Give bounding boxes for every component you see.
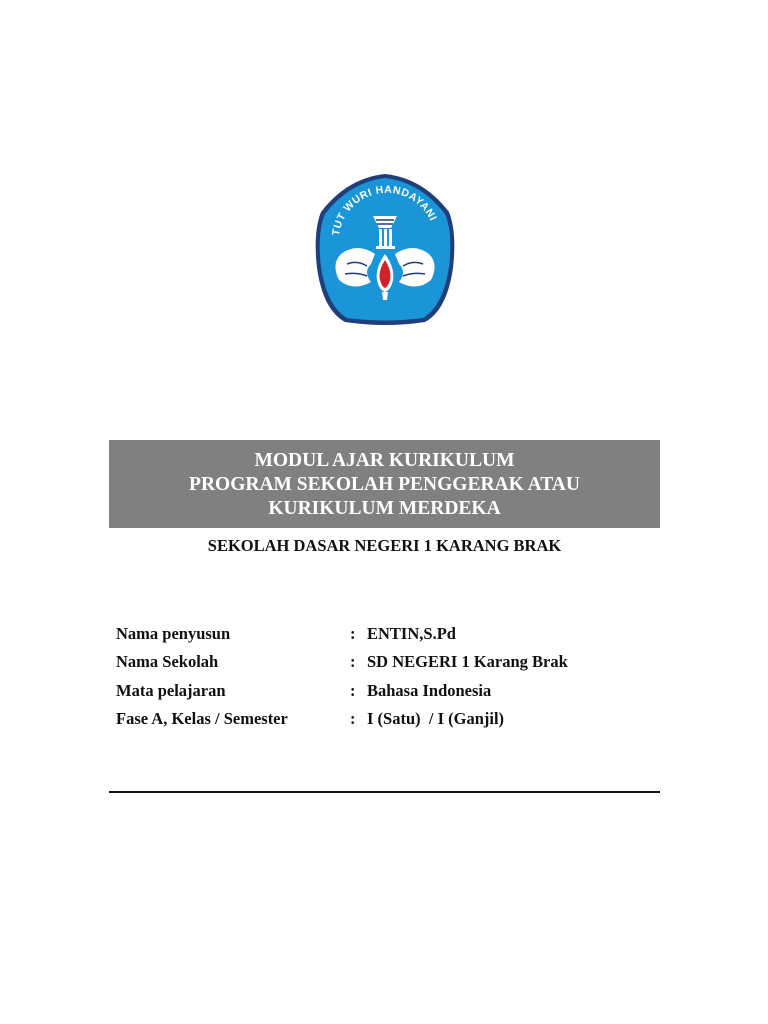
title-line-3: KURIKULUM MERDEKA [268, 498, 501, 519]
info-value: I (Satu) / I (Ganjil) [367, 709, 505, 729]
info-label: Fase A, Kelas / Semester [116, 709, 288, 729]
title-line-2: PROGRAM SEKOLAH PENGGERAK ATAU [189, 474, 580, 495]
info-value: SD NEGERI 1 Karang Brak [367, 652, 568, 672]
info-value: ENTIN,S.Pd [367, 624, 456, 644]
school-name: SEKOLAH DASAR NEGERI 1 KARANG BRAK [207, 536, 562, 555]
info-row-subject [116, 677, 636, 705]
info-table [116, 620, 636, 733]
info-label: Mata pelajaran [116, 680, 226, 700]
info-colon: : [350, 652, 356, 672]
info-label: Nama Sekolah [116, 652, 219, 672]
info-value: Bahasa Indonesia [367, 680, 492, 700]
info-colon: : [350, 709, 356, 729]
logo-motto-text: TUT WURI HANDAYANI [330, 183, 439, 237]
info-colon: : [350, 624, 356, 644]
info-label: Nama penyusun [116, 624, 231, 644]
tut-wuri-handayani-logo [313, 172, 457, 326]
info-row-author [116, 620, 636, 648]
horizontal-divider [109, 791, 660, 793]
title-band [109, 440, 660, 528]
title-line-1: MODUL AJAR KURIKULUM [254, 450, 515, 471]
info-row-phase-class-semester [116, 705, 636, 733]
info-colon: : [350, 680, 356, 700]
info-row-school [116, 648, 636, 676]
